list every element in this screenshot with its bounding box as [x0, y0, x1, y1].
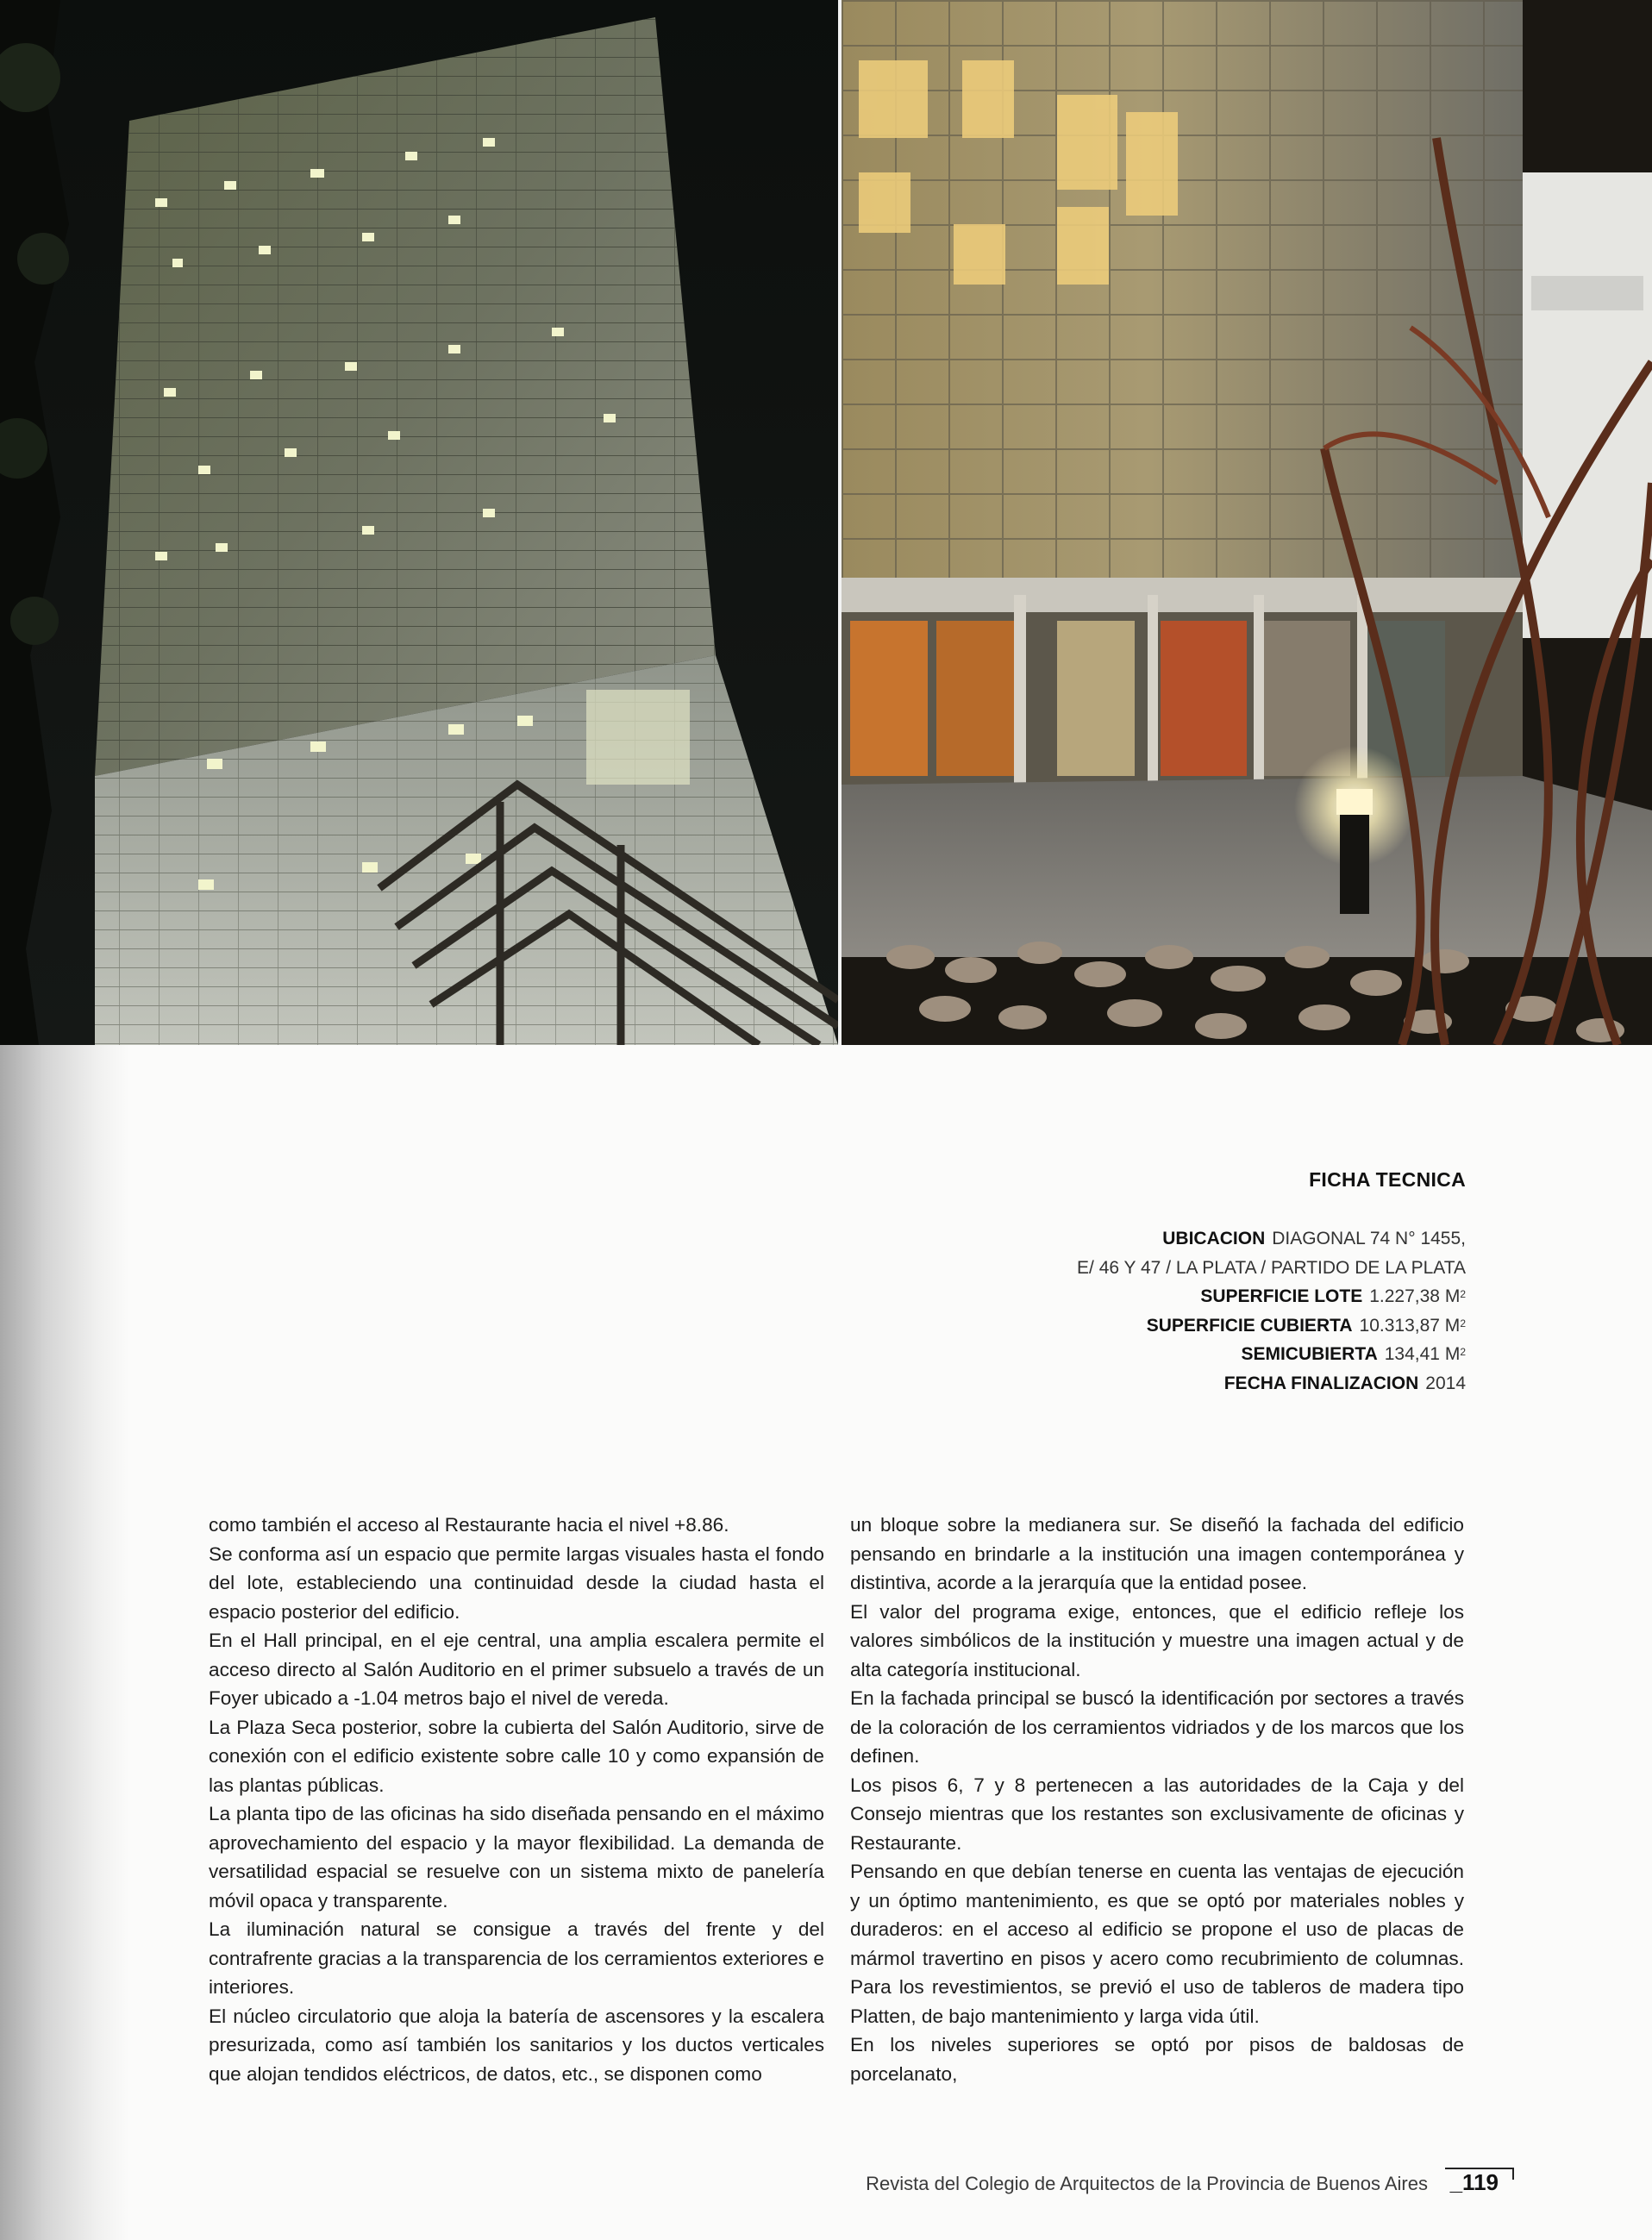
covered-area-row: [690, 1311, 1466, 1341]
paragraph: En los niveles superiores se optó por pisos de baldosas de porcelanato,: [850, 2034, 1464, 2085]
paragraph: Se conforma así un espacio que permite largas visuales hasta el fondo del lote, estableciendo una continuidad desde la ciudad hasta el espacio posterior del edificio.: [209, 1542, 824, 1623]
paragraph: como también el acceso al Restaurante hacia el nivel +8.86.: [209, 1514, 729, 1536]
paragraph: La iluminación natural se consigue a través del frente y del contrafrente gracias a la transparencia de los cerramientos exteriores e interiores.: [209, 1918, 824, 1998]
paragraph: Pensando en que debían tenerse en cuenta las ventajas de ejecución y un óptimo mantenimiento, es que se optó por materiales nobles y duraderos: en el acceso al edificio se propone el uso de placas de mármol travertino en pisos y acero como recubrimiento de columnas. Para los revestimientos, se previó el uso de tableros de madera tipo Platten, de bajo mantenimiento y larga vida útil.: [850, 1861, 1464, 2027]
semicovered-area-row: [690, 1340, 1466, 1369]
covered-area-label: SUPERFICIE CUBIERTA: [1146, 1315, 1353, 1336]
completion-date-value: 2014: [1425, 1373, 1466, 1393]
journal-name: Revista del Colegio de Arquitectos de la Provincia de Buenos Aires: [866, 2173, 1428, 2194]
semicovered-area-exponent: 2: [1460, 1346, 1466, 1358]
body-column-left: [209, 1511, 824, 2088]
lot-area-exponent: 2: [1460, 1288, 1466, 1300]
tower-illustration: [0, 0, 838, 1045]
lot-area-value: 1.227,38 M: [1369, 1286, 1461, 1306]
lot-area-row: [690, 1282, 1466, 1311]
paragraph: Los pisos 6, 7 y 8 pertenecen a las autoridades de la Caja y del Consejo mientras que los restantes son exclusivamente de oficinas y Restaurante.: [850, 1774, 1464, 1854]
page-number: _119: [1449, 2169, 1499, 2195]
location-row: [690, 1224, 1466, 1254]
location-value-2: E/ 46 Y 47 / LA PLATA / PARTIDO DE LA PLATA: [1077, 1257, 1466, 1278]
entrance-night-photo: [842, 0, 1652, 1045]
covered-area-exponent: 2: [1460, 1317, 1466, 1330]
paragraph: un bloque sobre la medianera sur. Se diseñó la fachada del edificio pensando en brindarle a la institución una imagen contemporánea y distintiva, acorde a la jerarquía que la entidad posee.: [850, 1514, 1464, 1593]
completion-date-label: FECHA FINALIZACION: [1223, 1373, 1419, 1393]
lot-area-label: SUPERFICIE LOTE: [1200, 1286, 1363, 1306]
building-night-photo: [0, 0, 838, 1045]
paragraph: El valor del programa exige, entonces, que el edificio refleje los valores simbólicos de la institución y muestre una imagen actual y de alta categoría institucional.: [850, 1600, 1464, 1680]
technical-sheet: [690, 1168, 1466, 1398]
paragraph: En el Hall principal, en el eje central, una amplia escalera permite el acceso directo al Salón Auditorio en el primer subsuelo a través de un Foyer ubicado a -1.04 metros bajo el nivel de vereda.: [209, 1630, 824, 1709]
body-column-right: [850, 1511, 1464, 2088]
covered-area-value: 10.313,87 M: [1359, 1315, 1461, 1336]
page-number-tick: [1512, 2168, 1514, 2180]
semicovered-area-value: 134,41 M: [1384, 1344, 1461, 1364]
location-value: DIAGONAL 74 N° 1455,: [1272, 1229, 1466, 1248]
location-row-2: [690, 1254, 1466, 1283]
page-footer: [828, 2161, 1517, 2212]
paragraph: En la fachada principal se buscó la identificación por sectores a través de la coloración de los cerramientos vidriados y de los marcos que los definen.: [850, 1687, 1464, 1767]
location-label: UBICACION: [1162, 1229, 1266, 1248]
semicovered-area-label: SEMICUBIERTA: [1241, 1344, 1378, 1364]
completion-date-row: [690, 1369, 1466, 1398]
page-gutter-shadow: [0, 1043, 129, 2240]
technical-sheet-title: FICHA TECNICA: [1309, 1168, 1466, 1191]
entrance-illustration: [842, 0, 1652, 1045]
paragraph: El núcleo circulatorio que aloja la batería de ascensores y la escalera presurizada, como así también los sanitarios y los ductos verticales que alojan tendidos eléctricos, de datos, etc., se disponen como: [209, 2005, 824, 2085]
paragraph: La Plaza Seca posterior, sobre la cubierta del Salón Auditorio, sirve de conexión con el edificio existente sobre calle 10 y como expansión de las plantas públicas.: [209, 1716, 824, 1796]
paragraph: La planta tipo de las oficinas ha sido diseñada pensando en el máximo aprovechamiento del espacio y la mayor flexibilidad. La demanda de versatilidad espacial se resuelve con un sistema mixto de panelería móvil opaca y transparente.: [209, 1803, 824, 1912]
